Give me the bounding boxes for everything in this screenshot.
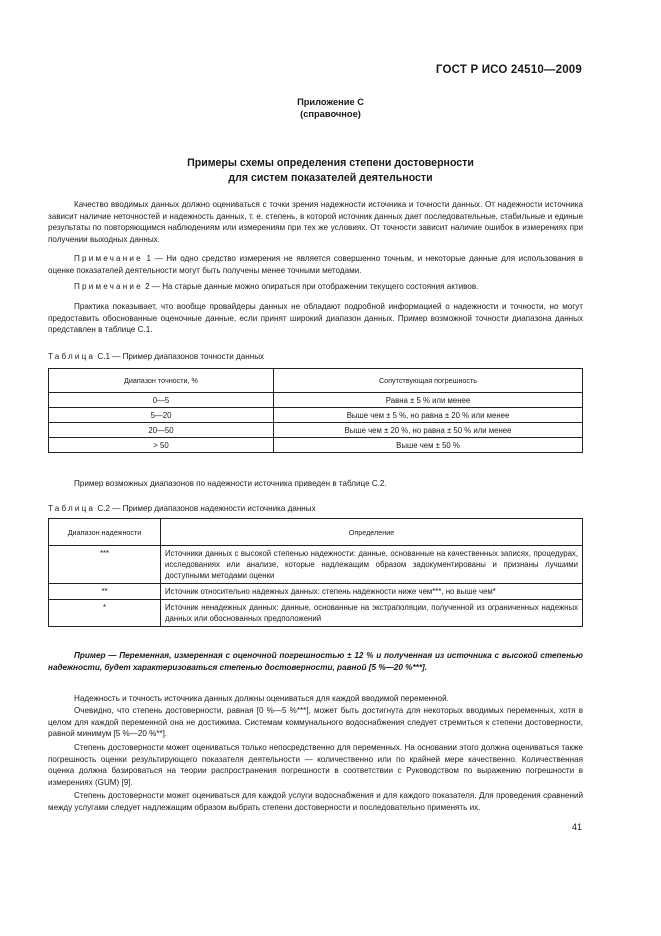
table-header-cell: Определение bbox=[161, 519, 583, 546]
table-cell: ** bbox=[49, 584, 161, 600]
table2-caption-text: С.2 — Пример диапазонов надежности источника данных bbox=[95, 504, 316, 513]
table-row bbox=[49, 423, 583, 438]
table-cell: Выше чем ± 50 % bbox=[274, 438, 583, 453]
table1-caption-label: Таблица bbox=[48, 352, 96, 361]
table-cell: *** bbox=[49, 546, 161, 584]
paragraph-practice: Практика показывает, что вообще провайдеры данных не обладают подробной информацией о надежности и точности, но могут предоставить обоснованные оценочные данные, если принят широкий диапазон данных. Пример возможной точности диапазона данных представлен в таблице С.1. bbox=[48, 302, 583, 335]
table2-caption bbox=[48, 503, 316, 514]
table-cell: Выше чем ± 5 %, но равна ± 20 % или менее bbox=[274, 408, 583, 423]
paragraph-services: Степень достоверности может оцениваться для каждой услуги водоснабжения и для каждого показателя. Для проведения сравнений между услугами следует надлежащим образом выбрать степени достоверности и последовательно применять их. bbox=[48, 791, 583, 812]
table-header-cell: Диапазон точности, % bbox=[49, 369, 274, 393]
table-cell: 5—20 bbox=[49, 408, 274, 423]
table-cell: Источники данных с высокой степенью надежности: данные, основанные на качественных записях, процедурах, исследованиях или анализе, которые надлежащим образом задокументированы и признаны лучшими доступными методами оценки bbox=[161, 546, 583, 584]
table-cell: Равна ± 5 % или менее bbox=[274, 393, 583, 408]
table-row bbox=[49, 584, 583, 600]
table-header-row bbox=[49, 519, 583, 546]
paragraph-degree: Степень достоверности может оцениваться только непосредственно для переменных. На основании этого должна оцениваться также погрешность оценки результирующего показателя деятельности — количественно или по крайней мере качественно. Количественная оценка должна базироваться на теории распространения погрешности в соответствии с Руководством по выражению погрешности в измерениях (GUM) [9]. bbox=[48, 743, 583, 788]
note-2-text: 2 — На старые данные можно опираться при отображении текущего состояния активов. bbox=[142, 282, 479, 291]
table-cell: * bbox=[49, 600, 161, 627]
example-paragraph: Пример — Переменная, измеренная с оценочной погрешностью ± 12 % и полученная из источника с высокой степенью надежности, будет характеризоваться степенью достоверности, равной [5 %—20 %***]. bbox=[48, 651, 583, 672]
table-header-row bbox=[49, 369, 583, 393]
document-title-line1: Примеры схемы определения степени достоверности bbox=[187, 157, 474, 169]
note-1-text: 1 — Ни одно средство измерения не является совершенно точным, и некоторые данные для использования в оценке показателей деятельности могут быть получены менее точными методами. bbox=[48, 254, 583, 275]
document-title-line2: для систем показателей деятельности bbox=[228, 172, 433, 184]
table-row bbox=[49, 393, 583, 408]
table-row bbox=[49, 408, 583, 423]
note-1-label: Примечание bbox=[74, 254, 143, 263]
paragraph-obvious: Очевидно, что степень достоверности, равная [0 %—5 %***], может быть достигнута для некоторых вводимых переменных, хотя в целом для каждой переменной она не достижима. Системам коммунального водоснабжения следует стремиться к степени достоверности, равной минимум [5 %—20 %**]. bbox=[48, 706, 583, 739]
table-header-cell: Сопутствующая погрешность bbox=[274, 369, 583, 393]
paragraph-reliability: Надежность и точность источника данных должны оцениваться для каждой вводимой переменной. bbox=[74, 694, 449, 703]
note-2 bbox=[48, 281, 583, 293]
table-row bbox=[49, 438, 583, 453]
standard-id: ГОСТ Р ИСО 24510—2009 bbox=[435, 64, 582, 76]
table-cell: > 50 bbox=[49, 438, 274, 453]
table-row bbox=[49, 600, 583, 627]
table-row bbox=[49, 546, 583, 584]
annex-label: Приложение С bbox=[297, 97, 364, 107]
table-cell: 20—50 bbox=[49, 423, 274, 438]
table-cell: Источник ненадежных данных: данные, основанные на экстраполяции, полученной из ограниченных надежных данных или обоснованных предположений bbox=[161, 600, 583, 627]
annex-type: (справочное) bbox=[300, 109, 361, 119]
table-cell: Выше чем ± 20 %, но равна ± 50 % или менее bbox=[274, 423, 583, 438]
table-header-cell: Диапазон надежности bbox=[49, 519, 161, 546]
table-cell: Источник относительно надежных данных: степень надежности ниже чем***, но выше чем* bbox=[161, 584, 583, 600]
paragraph-table2-intro: Пример возможных диапазонов по надежности источника приведен в таблице С.2. bbox=[74, 479, 387, 488]
page-number: 41 bbox=[571, 822, 582, 832]
table1-caption bbox=[48, 351, 264, 362]
accuracy-table bbox=[48, 368, 583, 453]
table2-caption-label: Таблица bbox=[48, 504, 96, 513]
table1-caption-text: С.1 — Пример диапазонов точности данных bbox=[95, 352, 265, 361]
reliability-table bbox=[48, 518, 583, 627]
note-1 bbox=[48, 253, 583, 276]
table-cell: 0—5 bbox=[49, 393, 274, 408]
note-2-label: Примечание bbox=[74, 282, 143, 291]
paragraph-intro: Качество вводимых данных должно оцениваться с точки зрения надежности источника и точности данных. От надежности источника зависит наличие неточностей и надежность данных, т. е. степень, в которой источник данных дает последовательные, стабильные и единые результаты по повторяющимся наблюдениям или измерениям при тех же условиях. От точности зависит наличие ошибок в измерениях при получении выходных данных. bbox=[48, 200, 583, 245]
